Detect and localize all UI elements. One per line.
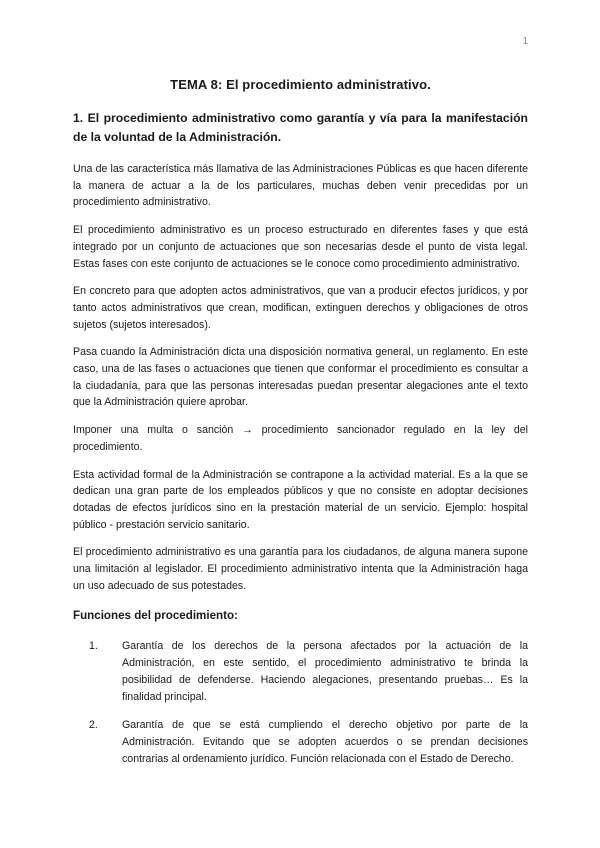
list-item-number: 1.	[89, 640, 98, 653]
functions-heading: Funciones del procedimiento:	[73, 609, 238, 623]
page-number: 1	[522, 36, 528, 47]
paragraph-6: Esta actividad formal de la Administración se contrapone a la actividad material. Es a la que se dedican una gran parte de los empleados públicos y que no consiste en adoptar decisiones dotadas de efectos jurídicos sino en la prestación material de un servicio. Ejemplo: hospital público - prestación servicio sanitario.	[73, 468, 528, 531]
list-item-text: Garantía de los derechos de la persona afectados por la actuación de la Administración, en este sentido, el procedimiento administrativo te brinda la posibilidad de defenderse. Haciendo alegaciones, presentando pruebas… Es la finalidad principal.	[122, 640, 528, 704]
paragraph-7: El procedimiento administrativo es una garantía para los ciudadanos, de alguna manera supone una limitación al legislador. El procedimiento administrativo intenta que la Administración haga un uso adecuado de sus potestades.	[73, 546, 528, 592]
paragraph-1: Una de las característica más llamativa de las Administraciones Públicas es que hacen diferente la manera de actuar a la de los particulares, muchas deben venir precedidas por un procedimiento administrativo.	[73, 163, 528, 209]
paragraph-3: En concreto para que adopten actos administrativos, que van a producir efectos jurídicos, y por tanto actos administrativos que crean, modifican, extinguen derechos y obligaciones de otros sujetos (sujetos interesados).	[73, 285, 528, 331]
document-title: TEMA 8: El procedimiento administrativo.	[170, 77, 431, 92]
list-item	[89, 638, 528, 706]
list-item	[89, 717, 528, 768]
paragraph-4: Pasa cuando la Administración dicta una disposición normativa general, un reglamento. En este caso, una de las fases o actuaciones que tienen que conformar el procedimiento es consultar a la ciudadanía, para que las personas interesadas puedan presentar alegaciones ante el texto que la Administración quiere aprobar.	[73, 346, 528, 409]
functions-list	[73, 638, 528, 767]
section-heading: 1. El procedimiento administrativo como garantía y vía para la manifestación de la voluntad de la Administración.	[73, 111, 528, 144]
list-item-text: Garantía de que se está cumpliendo el derecho objetivo por parte de la Administración. Evitando que se adopten acuerdos o se prendan decisiones contrarias al ordenamiento jurídico. Función relacionada con el Estado de Derecho.	[122, 719, 528, 765]
paragraph-5: Imponer una multa o sanción → procedimiento sancionador regulado en la ley del procedimiento.	[73, 424, 528, 453]
document-body	[73, 77, 528, 779]
list-item-number: 2.	[89, 719, 98, 732]
paragraph-2: El procedimiento administrativo es un proceso estructurado en diferentes fases y que está integrado por un conjunto de actuaciones que son necesarias desde el punto de vista legal. Estas fases con este conjunto de actuaciones se le conoce como procedimiento administrativo.	[73, 224, 528, 270]
